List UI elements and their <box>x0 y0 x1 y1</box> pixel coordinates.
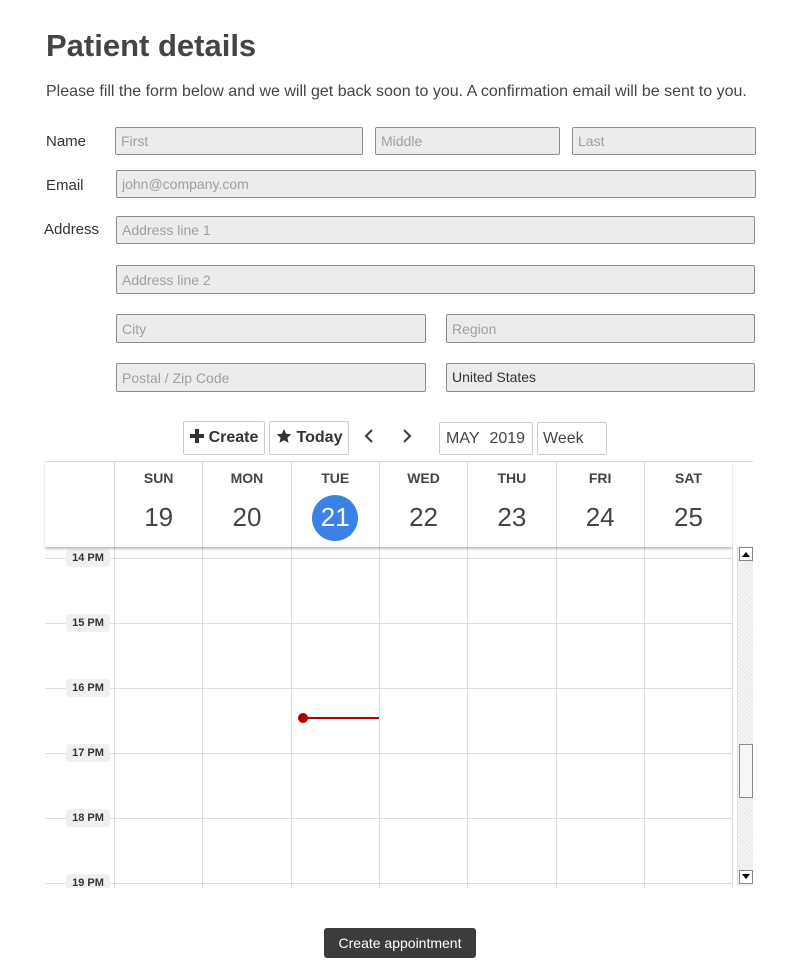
day-column-divider <box>379 547 380 888</box>
hour-label: 14 PM <box>66 549 110 567</box>
scroll-thumb[interactable] <box>739 744 753 798</box>
country-select[interactable]: United States <box>446 363 755 392</box>
day-column-divider <box>556 547 557 888</box>
day-column-divider <box>291 547 292 888</box>
hour-gridline <box>45 753 732 754</box>
day-of-week-label: THU <box>497 470 527 486</box>
hour-label: 17 PM <box>66 744 110 762</box>
day-header-sun[interactable] <box>114 462 202 547</box>
day-of-week-label: MON <box>230 470 264 486</box>
scroll-down-arrow[interactable] <box>739 870 753 884</box>
address-line2-input[interactable] <box>116 265 755 294</box>
create-appointment-button[interactable]: Create appointment <box>324 928 476 958</box>
week-calendar <box>45 461 753 887</box>
view-select[interactable] <box>537 422 607 455</box>
day-date-number: 25 <box>673 502 703 532</box>
day-of-week-label: SAT <box>674 470 702 486</box>
calendar-header <box>45 462 732 547</box>
day-column-divider <box>467 547 468 888</box>
email-input[interactable] <box>116 170 756 198</box>
hour-label: 19 PM <box>66 874 110 888</box>
hour-label: 18 PM <box>66 809 110 827</box>
hour-gridline <box>45 818 732 819</box>
calendar-grid[interactable] <box>45 547 753 888</box>
day-date-number: 19 <box>144 502 174 532</box>
chevron-right-icon <box>401 428 413 449</box>
last-name-input[interactable] <box>572 127 756 155</box>
calendar-scrollbar[interactable] <box>737 546 753 886</box>
day-date-number: 24 <box>585 502 615 532</box>
address-line1-input[interactable] <box>116 216 755 244</box>
day-header-sat[interactable] <box>644 462 732 547</box>
scroll-up-arrow[interactable] <box>739 547 753 561</box>
region-input[interactable] <box>446 314 755 343</box>
day-column-divider <box>114 547 115 888</box>
hour-gridline <box>45 883 732 884</box>
plus-icon <box>190 429 204 448</box>
hour-gridline <box>45 623 732 624</box>
chevron-left-icon <box>363 428 375 449</box>
day-column-divider <box>644 547 645 888</box>
hour-gridline <box>45 558 732 559</box>
day-of-week-label: TUE <box>321 470 350 486</box>
day-header-thu[interactable] <box>467 462 555 547</box>
first-name-input[interactable] <box>115 127 363 155</box>
month-value: MAY <box>446 429 480 447</box>
day-of-week-label: SUN <box>143 470 174 486</box>
email-label: Email <box>46 177 84 194</box>
day-header-wed[interactable] <box>379 462 467 547</box>
day-date-number: 21 <box>320 502 350 532</box>
day-header-tue[interactable] <box>291 462 379 547</box>
today-button[interactable] <box>269 421 349 455</box>
create-button-label: Create <box>208 429 259 446</box>
page-title: Patient details <box>46 28 257 63</box>
hour-label: 15 PM <box>66 614 110 632</box>
create-button[interactable] <box>183 421 265 455</box>
middle-name-input[interactable] <box>375 127 560 155</box>
postal-code-input[interactable] <box>116 363 426 392</box>
day-header-fri[interactable] <box>556 462 644 547</box>
day-date-number: 23 <box>497 502 527 532</box>
hour-label: 16 PM <box>66 679 110 697</box>
address-label: Address <box>44 221 100 238</box>
next-week-button[interactable] <box>396 426 418 450</box>
star-icon <box>276 428 292 449</box>
day-of-week-label: FRI <box>588 470 612 486</box>
prev-week-button[interactable] <box>358 426 380 450</box>
day-date-number: 20 <box>232 502 262 532</box>
city-input[interactable] <box>116 314 426 343</box>
month-year-selector[interactable] <box>439 422 533 455</box>
day-column-divider <box>732 547 733 888</box>
day-header-mon[interactable] <box>202 462 290 547</box>
day-column-divider <box>202 547 203 888</box>
hour-gridline <box>45 688 732 689</box>
name-label: Name <box>46 133 87 150</box>
page-subtitle: Please fill the form below and we will get back soon to you. A confirmation email will be sent to you. <box>46 83 747 100</box>
today-button-label: Today <box>296 429 343 446</box>
year-value: 2019 <box>489 429 526 447</box>
view-value: Week <box>543 429 584 447</box>
current-time-line <box>303 717 379 719</box>
day-date-number: 22 <box>409 502 438 532</box>
day-of-week-label: WED <box>407 470 440 486</box>
